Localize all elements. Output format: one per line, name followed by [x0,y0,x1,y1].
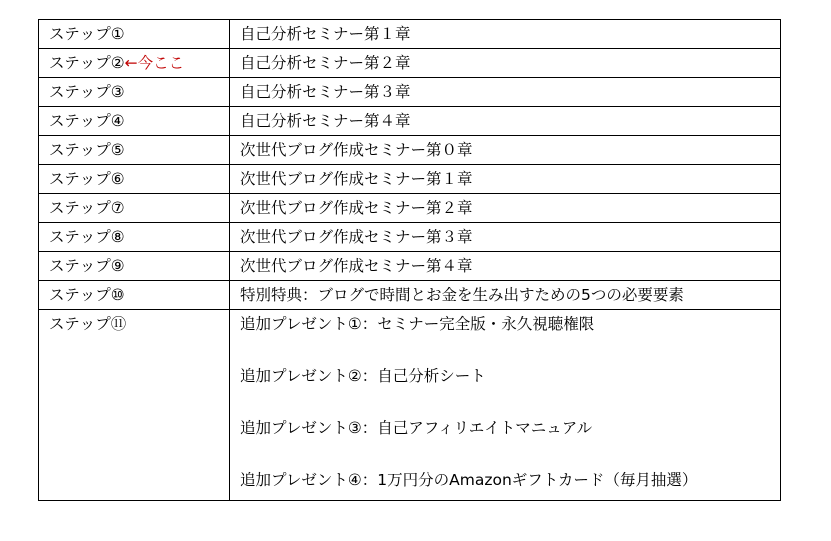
step-label: ステップ④ [49,112,125,130]
step-label: ステップ⑤ [49,141,125,159]
table-row [39,49,781,78]
content-cell: 自己分析セミナー第３章 [230,78,781,107]
content-cell: 次世代ブログ作成セミナー第１章 [230,165,781,194]
content-cell: 次世代ブログ作成セミナー第０章 [230,136,781,165]
step-label: ステップ③ [49,83,125,101]
step-cell [39,49,230,78]
table-row [39,281,781,310]
step-cell [39,223,230,252]
table-row [39,223,781,252]
present-item: 追加プレゼント④：1万円分のAmazonギフトカード（毎月抽選） [240,471,698,489]
content-cell: 自己分析セミナー第４章 [230,107,781,136]
content-cell: 自己分析セミナー第２章 [230,49,781,78]
content-cell [230,310,781,501]
present-item: 追加プレゼント③：自己アフィリエイトマニュアル [240,419,593,437]
step-label: ステップ⑦ [49,199,125,217]
present-item: 追加プレゼント②：自己分析シート [240,367,486,385]
step-cell [39,281,230,310]
step-cell [39,107,230,136]
content-cell: 自己分析セミナー第１章 [230,20,781,49]
step-label: ステップ① [49,25,125,43]
current-position-marker: ←今ここ [124,54,185,72]
step-cell [39,136,230,165]
step-label: ステップ② [49,54,125,72]
step-label: ステップ⑥ [49,170,125,188]
present-item: 追加プレゼント①：セミナー完全版・永久視聴権限 [240,315,595,333]
content-cell: 特別特典：ブログで時間とお金を生み出すための5つの必要要素 [230,281,781,310]
table-row [39,20,781,49]
table-row [39,107,781,136]
step-cell [39,20,230,49]
step-label: ステップ⑪ [49,315,127,333]
step-cell [39,165,230,194]
step-label: ステップ⑩ [49,286,125,304]
table-row [39,165,781,194]
step-cell [39,194,230,223]
table-row [39,78,781,107]
table-row [39,194,781,223]
content-cell: 次世代ブログ作成セミナー第３章 [230,223,781,252]
content-cell: 次世代ブログ作成セミナー第４章 [230,252,781,281]
step-cell [39,78,230,107]
step-label: ステップ⑨ [49,257,125,275]
step-label: ステップ⑧ [49,228,125,246]
step-cell [39,310,230,501]
table-row [39,252,781,281]
table-row [39,310,781,501]
step-cell [39,252,230,281]
table-row [39,136,781,165]
content-cell: 次世代ブログ作成セミナー第２章 [230,194,781,223]
step-table [38,19,781,501]
